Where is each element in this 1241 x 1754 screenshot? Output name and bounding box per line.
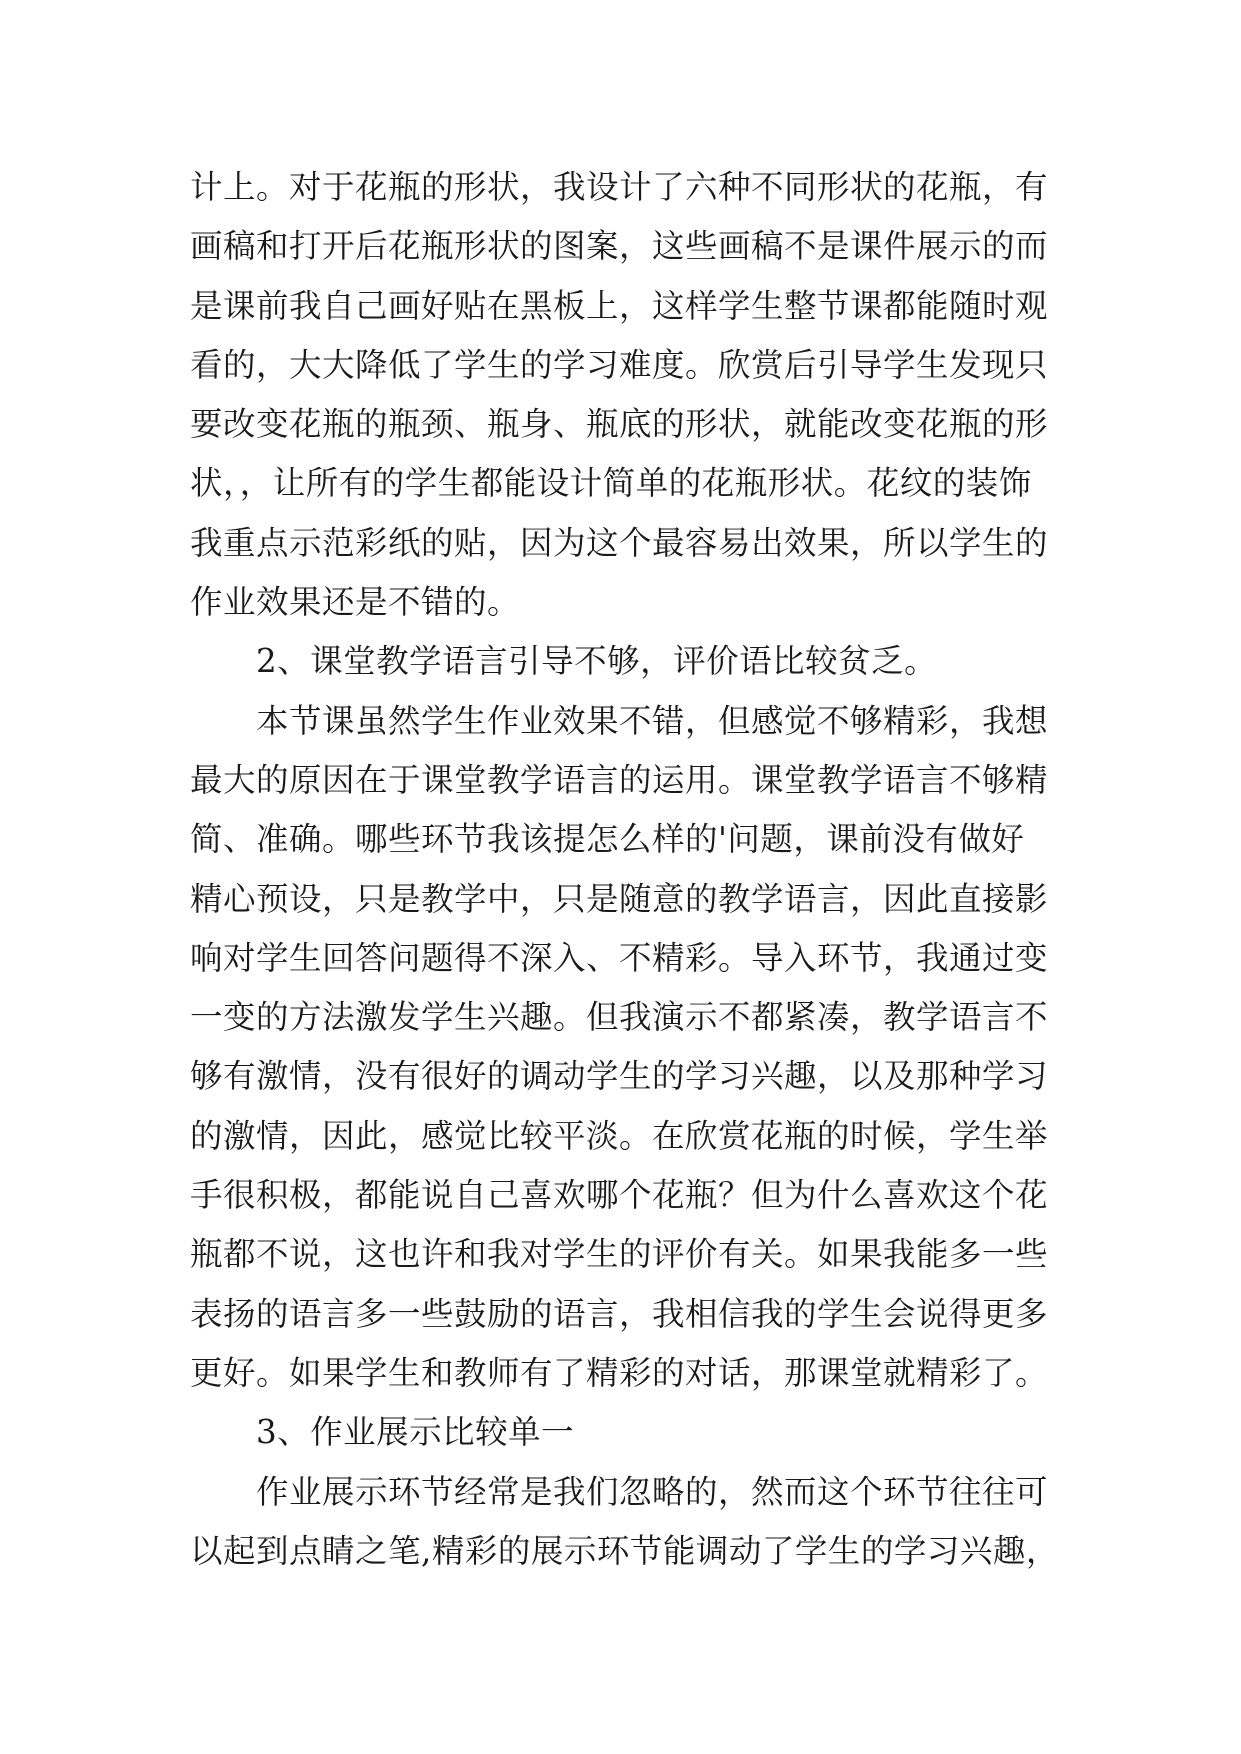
paragraph-line: 作业展示环节经常是我们忽略的，然而这个环节往往可 [256, 1472, 1049, 1511]
paragraph-line: 计上。对于花瓶的形状，我设计了六种不同形状的花瓶，有 [190, 168, 1049, 206]
paragraph-line: 表扬的语言多一些鼓励的语言，我相信我的学生会说得更多 [190, 1294, 1049, 1333]
paragraph-line: 本节课虽然学生作业效果不错，但感觉不够精彩，我想 [256, 701, 1049, 740]
paragraph-line: 是课前我自己画好贴在黑板上，这样学生整节课都能随时观 [190, 286, 1049, 325]
paragraph-line: 瓶都不说，这也许和我对学生的评价有关。如果我能多一些 [190, 1235, 1049, 1274]
paragraph-line: 最大的原因在于课堂教学语言的运用。课堂教学语言不够精 [190, 760, 1049, 799]
paragraph-line: 的激情，因此，感觉比较平淡。在欣赏花瓶的时候，学生举 [190, 1116, 1049, 1155]
paragraph-line: 手很积极，都能说自己喜欢哪个花瓶？但为什么喜欢这个花 [190, 1176, 1049, 1215]
paragraph-line: 以起到点睛之笔,精彩的展示环节能调动了学生的学习兴趣， [190, 1531, 1059, 1570]
paragraph-line: 简、准确。哪些环节我该提怎么样的'问题，课前没有做好 [190, 820, 1025, 859]
paragraph-line: 我重点示范彩纸的贴，因为这个最容易出效果，所以学生的 [190, 523, 1049, 562]
paragraph-line: 作业效果还是不错的。 [190, 583, 521, 622]
paragraph-line: 更好。如果学生和教师有了精彩的对话，那课堂就精彩了。 [190, 1353, 1049, 1392]
paragraph-line: 画稿和打开后花瓶形状的图案，这些画稿不是课件展示的而 [190, 227, 1049, 266]
paragraph-line: 响对学生回答问题得不深入、不精彩。导入环节，我通过变 [190, 938, 1049, 977]
section-heading: 2、课堂教学语言引导不够，评价语比较贫乏。 [256, 642, 938, 681]
document-body [190, 158, 1070, 1581]
paragraph-line: 看的，大大降低了学生的学习难度。欣赏后引导学生发现只 [190, 345, 1049, 384]
paragraph-line: 状，，让所有的学生都能设计简单的花瓶形状。花纹的装饰 [190, 464, 1032, 503]
paragraph-line: 一变的方法激发学生兴趣。但我演示不都紧凑，教学语言不 [190, 998, 1049, 1037]
section-heading: 3、作业展示比较单一 [256, 1413, 575, 1452]
paragraph-line: 要改变花瓶的瓶颈、瓶身、瓶底的形状，就能改变花瓶的形 [190, 405, 1049, 444]
paragraph-line: 精心预设，只是教学中，只是随意的教学语言，因此直接影 [190, 879, 1049, 918]
paragraph-line: 够有激情，没有很好的调动学生的学习兴趣，以及那种学习 [190, 1057, 1049, 1096]
